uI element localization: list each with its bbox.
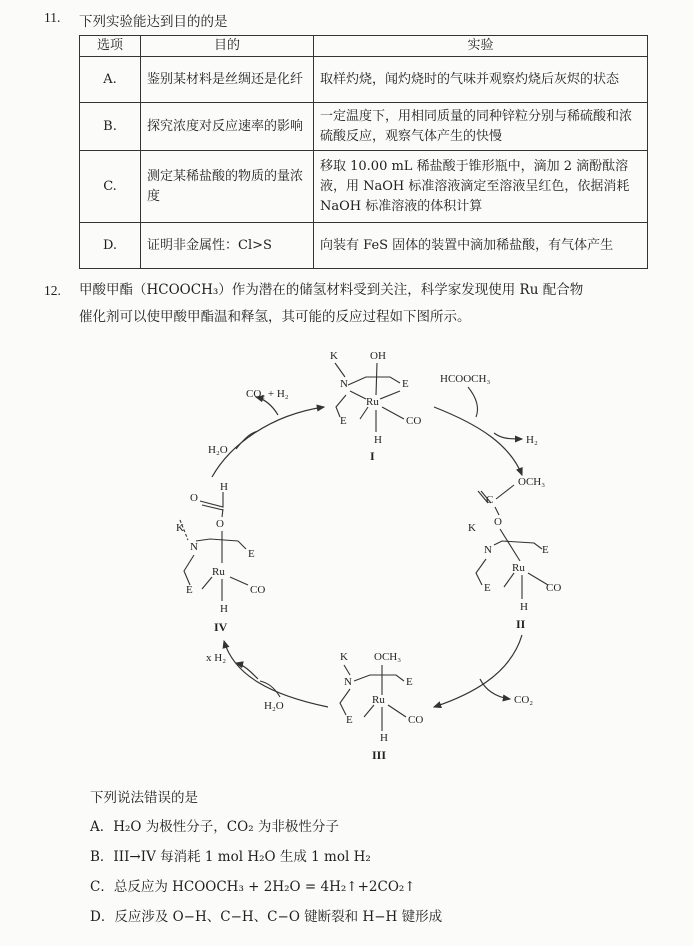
label-co: CO — [546, 582, 562, 594]
header-experiment: 实验 — [314, 36, 648, 57]
header-goal: 目的 — [141, 36, 314, 57]
label-n: N — [190, 541, 198, 553]
complex-I — [330, 350, 421, 463]
arrow-h2-out — [494, 433, 522, 439]
row-experiment: 向装有 FeS 固体的装置中滴加稀盐酸，有气体产生 — [314, 223, 648, 269]
table-row — [80, 223, 648, 269]
q12-question: 下列说法错误的是 — [90, 790, 198, 806]
complex-III — [340, 651, 423, 762]
q12-stem-line1: 甲酸甲酯（HCOOCH₃）作为潜在的储氢材料受到关注，科学家发现使用 Ru 配合物 — [79, 282, 584, 298]
label-e: E — [186, 584, 193, 596]
label-e: E — [484, 582, 491, 594]
table-row — [80, 57, 648, 103]
label-e: E — [340, 415, 347, 427]
label-och3: OCH₃ — [374, 651, 402, 663]
label-co: CO — [408, 714, 424, 726]
label-h2o-left: H₂O — [208, 444, 228, 456]
label-oh: OH — [370, 350, 386, 362]
label-n: N — [484, 544, 492, 556]
arrow-hcooch3-in — [468, 387, 478, 417]
table-row — [80, 151, 648, 223]
label-h2o-bottom: H₂O — [264, 700, 284, 712]
label-ru: Ru — [372, 694, 385, 706]
label-co: CO — [250, 584, 266, 596]
label-species-II: II — [516, 617, 526, 631]
label-h: H — [220, 603, 228, 615]
label-e: E — [248, 548, 255, 560]
table-header-row — [80, 36, 648, 57]
label-h2-out: H₂ — [526, 434, 538, 446]
label-e: E — [402, 378, 409, 390]
row-goal: 证明非金属性：Cl>S — [141, 223, 314, 269]
arrow-h2o-in-left — [236, 431, 258, 449]
label-n: N — [344, 676, 352, 688]
option-b: B．III→IV 每消耗 1 mol H₂O 生成 1 mol H₂ — [90, 849, 371, 865]
complex-IV — [176, 481, 265, 634]
row-experiment: 移取 10.00 mL 稀盐酸于锥形瓶中，滴加 2 滴酚酞溶液，用 NaOH 标准溶液滴定至溶液呈红色，依据消耗 NaOH 标准溶液的体积计算 — [314, 151, 648, 223]
label-co2-out: CO₂ — [514, 694, 534, 706]
label-o: O — [216, 518, 224, 530]
label-xh2: x H₂ — [206, 652, 227, 664]
row-option: C. — [80, 151, 141, 223]
q12-number: 12. — [44, 283, 61, 298]
label-co: CO — [406, 415, 422, 427]
label-o-eq: O — [190, 492, 198, 504]
row-option: B. — [80, 103, 141, 151]
label-h: H — [520, 601, 528, 613]
row-goal: 探究浓度对反应速率的影响 — [141, 103, 314, 151]
table-row — [80, 103, 648, 151]
row-goal: 测定某稀盐酸的物质的量浓度 — [141, 151, 314, 223]
label-k: K — [176, 522, 184, 534]
row-goal: 鉴别某材料是丝绸还是化纤 — [141, 57, 314, 103]
q11-table — [79, 35, 648, 269]
catalytic-cycle-diagram — [150, 335, 600, 770]
label-c: C — [486, 494, 494, 506]
complex-II — [468, 476, 561, 631]
row-experiment: 取样灼烧，闻灼烧时的气味并观察灼烧后灰烬的状态 — [314, 57, 648, 103]
label-e: E — [542, 544, 549, 556]
label-ru: Ru — [366, 396, 379, 408]
row-option: A. — [80, 57, 141, 103]
q11-stem: 下列实验能达到目的的是 — [79, 14, 228, 30]
arrow-III-to-IV — [224, 641, 328, 707]
label-ru: Ru — [512, 562, 525, 574]
header-option: 选项 — [80, 36, 141, 57]
arrow-I-to-II — [434, 407, 522, 475]
label-n: N — [340, 378, 348, 390]
option-d: D．反应涉及 O−H、C−H、C−O 键断裂和 H−H 键形成 — [90, 909, 443, 925]
label-hcooch3: HCOOCH₃ — [440, 373, 491, 385]
label-h: H — [380, 732, 388, 744]
arrow-xh2-out — [236, 663, 258, 679]
row-experiment: 一定温度下，用相同质量的同种锌粒分别与稀硫酸和浓硫酸反应，观察气体产生的快慢 — [314, 103, 648, 151]
label-species-I: I — [370, 449, 375, 463]
option-c: C．总反应为 HCOOCH₃ + 2H₂O = 4H₂↑+2CO₂↑ — [90, 879, 416, 895]
label-h: H — [220, 481, 228, 493]
label-species-III: III — [372, 748, 387, 762]
label-ru: Ru — [212, 566, 225, 578]
label-och3-top: OCH₃ — [518, 476, 546, 488]
label-e: E — [346, 714, 353, 726]
label-k: K — [468, 522, 476, 534]
label-h: H — [374, 434, 382, 446]
label-k: K — [340, 651, 348, 663]
row-option: D. — [80, 223, 141, 269]
q11-number: 11. — [44, 10, 61, 25]
label-co2-h2: CO₂ + H₂ — [246, 388, 289, 400]
arrow-IV-to-I — [212, 407, 324, 477]
arrow-II-to-III — [434, 635, 522, 707]
q12-stem-line2: 催化剂可以使甲酸甲酯温和释氢，其可能的反应过程如下图所示。 — [79, 309, 471, 325]
arrow-co2-out — [480, 679, 510, 699]
label-o: O — [494, 516, 502, 528]
label-k: K — [330, 350, 338, 362]
label-e: E — [406, 676, 413, 688]
label-species-IV: IV — [214, 620, 228, 634]
option-a: A．H₂O 为极性分子，CO₂ 为非极性分子 — [90, 819, 339, 835]
